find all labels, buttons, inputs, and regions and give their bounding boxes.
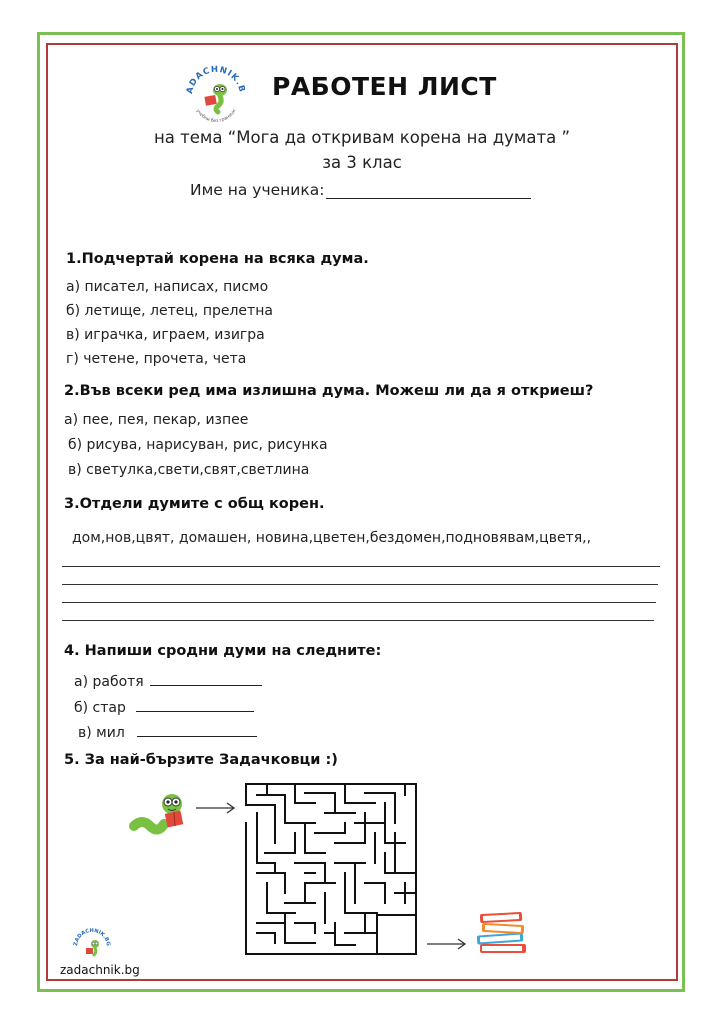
task2-item: а) пее, пея, пекар, изпее — [64, 412, 249, 428]
task4-answer-blank[interactable] — [136, 697, 254, 712]
task4-item — [74, 697, 254, 716]
task2-item: б) рисува, нарисуван, рис, рисунка — [68, 437, 328, 453]
student-name-field[interactable] — [190, 181, 531, 199]
student-name-label: Име на ученика: — [190, 181, 325, 199]
topic-subtitle: на тема “Мога да откривам корена на думата ” — [154, 128, 570, 147]
task1-item: г) четене, прочета, чета — [66, 351, 247, 367]
student-name-blank[interactable] — [326, 182, 531, 199]
svg-text:учебни без граници: учебни без граници — [194, 108, 238, 125]
task2-heading: 2.Във всеки ред има излишна дума. Можеш ли да я откриеш? — [64, 383, 594, 399]
task4-item — [74, 671, 262, 690]
answer-line[interactable] — [62, 620, 654, 621]
worm-reading-icon — [128, 788, 190, 836]
page-title: РАБОТЕН ЛИСТ — [272, 72, 497, 101]
footer-site-url: zadachnik.bg — [60, 963, 140, 977]
start-arrow-icon — [195, 800, 237, 814]
maze[interactable] — [245, 783, 417, 955]
task4-word: а) работя — [74, 674, 144, 690]
task3-word-list: дом,нов,цвят, домашен, новина,цветен,бездомен,подновявам,цветя,, — [72, 530, 592, 546]
answer-line[interactable] — [62, 584, 658, 585]
answer-line[interactable] — [62, 602, 656, 603]
task4-answer-blank[interactable] — [137, 722, 257, 737]
grade-label: за 3 клас — [322, 153, 402, 172]
svg-text:ZADACHNIK.BG: ADACHNIK.B — [184, 64, 247, 95]
task4-word: б) стар — [74, 700, 126, 716]
zadachnik-footer-logo — [72, 926, 112, 966]
answer-line[interactable] — [62, 566, 660, 567]
task1-item: в) играчка, играем, изигра — [66, 327, 265, 343]
task4-heading: 4. Напиши сродни думи на следните: — [64, 643, 382, 659]
finish-arrow-icon — [426, 936, 468, 950]
task2-item: в) светулка,свети,свят,светлина — [68, 462, 310, 478]
task4-word: в) мил — [78, 725, 125, 741]
task4-answer-blank[interactable] — [150, 671, 262, 686]
task5-heading: 5. За най-бързите Задачковци :) — [64, 752, 338, 768]
zadachnik-logo — [182, 60, 250, 128]
task3-heading: 3.Отдели думите с общ корен. — [64, 496, 325, 512]
svg-text:ZADACHNIK.BG: ZADACHNIK.BG — [72, 927, 112, 947]
task1-item: а) писател, написах, писмо — [66, 279, 269, 295]
task4-item — [78, 722, 257, 741]
books-stack-icon — [474, 908, 530, 956]
task1-heading: 1.Подчертай корена на всяка дума. — [66, 251, 369, 267]
task1-item: б) летище, летец, прелетна — [66, 303, 273, 319]
